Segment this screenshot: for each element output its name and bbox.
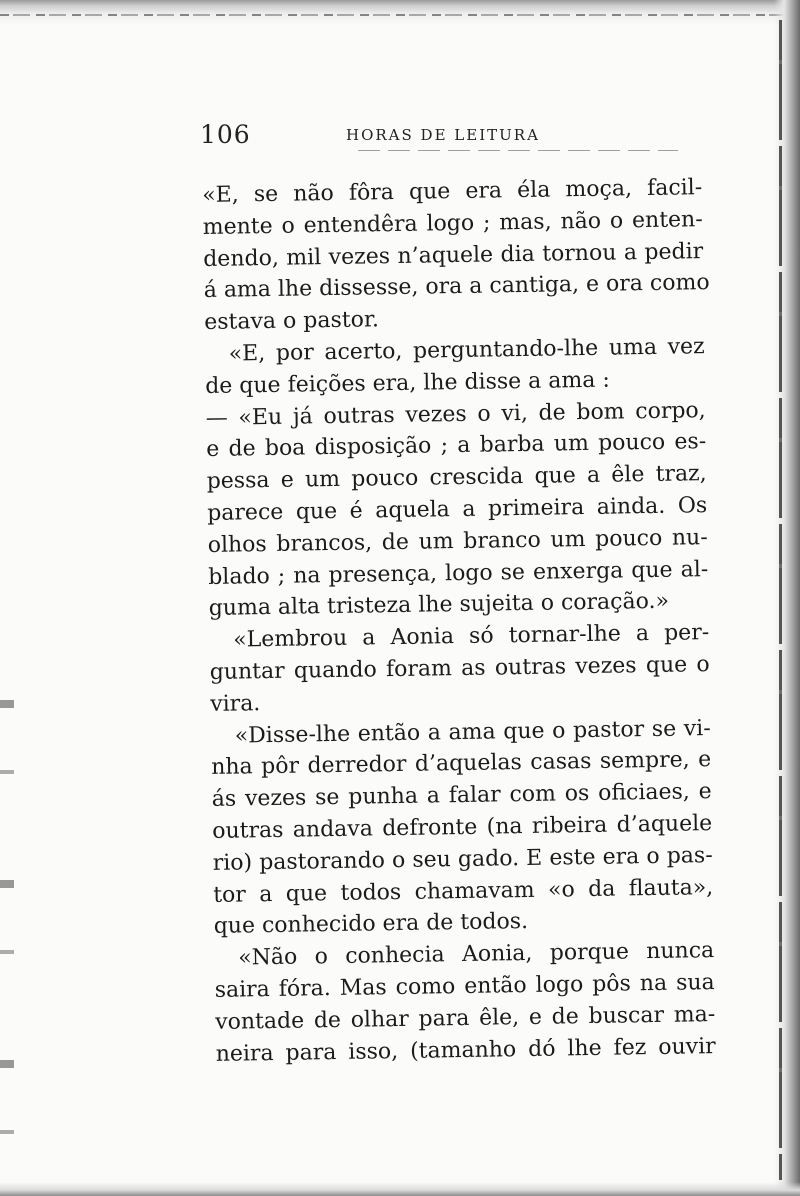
text-line: á ama lhe dissesse, ora a cantiga, e ora como [203, 270, 710, 304]
text-line: guntar quando foram as outras vezes que o [209, 652, 710, 685]
text-line: parece que é aquela a primeira ainda. Os [207, 493, 708, 526]
running-title: HORAS DE LEITURA [346, 126, 540, 144]
text-line: olhos brancos, de um branco um pouco nu- [207, 524, 708, 558]
text-line: «Disse-lhe então a ama que o pastor se vi- [234, 715, 711, 749]
text-line: rio) pastorando o seu gado. E este era o pas- [212, 842, 713, 876]
text-line: de que feições era, lhe disse a ama : [205, 367, 610, 399]
text-line: «E, se não fôra que era éla moça, facil- [202, 175, 703, 208]
text-line: neira para isso, (tamanho dó lhe fez ouvir [215, 1033, 716, 1067]
scan-edge-bottom [0, 1182, 800, 1196]
text-line: mente o entendêra logo ; mas, não o enten- [202, 206, 703, 240]
text-line: «Não o conhecia Aonia, porque nunca [238, 938, 715, 971]
page-header [200, 120, 700, 160]
page-number: 106 [200, 120, 251, 149]
body-text [202, 172, 716, 1070]
text-line: vontade de olhar para êle, e de buscar ma- [215, 1001, 716, 1035]
header-rule [358, 150, 678, 151]
scan-edge-left-marks [0, 640, 14, 1180]
text-line: dendo, mil vezes n’aquele dia tornou a pedir [203, 238, 704, 272]
scan-edge-top-line [0, 14, 800, 16]
text-line: ás vezes se punha a falar com os oficiaes, e [211, 779, 712, 813]
text-line: outras andava defronte (na ribeira d’aquele [212, 811, 713, 844]
text-line: «E, por acerto, perguntando-lhe uma vez [228, 334, 705, 367]
text-line: que conhecido era de todos. [213, 909, 529, 940]
text-line: tor a que todos chamavam «o da flauta», [213, 874, 714, 908]
text-line: pessa e um pouco crescida que a êle traz, [206, 461, 707, 495]
text-line: saira fóra. Mas como então logo pôs na sua [214, 969, 715, 1003]
text-line: «Lembrou a Aonia só tornar-lhe a per- [233, 620, 710, 653]
text-line: e de boa disposição ; a barba um pouco es- [206, 429, 707, 463]
text-line: — «Eu já outras vezes o vi, de bom corpo, [205, 397, 706, 431]
text-line: estava o pastor. [204, 307, 380, 336]
text-line: nha pôr derredor d’aquelas casas sempre, e [211, 747, 712, 781]
text-line: blado ; na presença, logo se enxerga que al- [208, 556, 709, 590]
text-line: guma alta tristeza lhe sujeita o coração.» [208, 589, 670, 622]
text-line: vira. [210, 690, 261, 717]
scan-edge-right [774, 0, 800, 1196]
scan-edge-top [0, 0, 800, 26]
scan-edge-right-line [779, 20, 782, 1180]
